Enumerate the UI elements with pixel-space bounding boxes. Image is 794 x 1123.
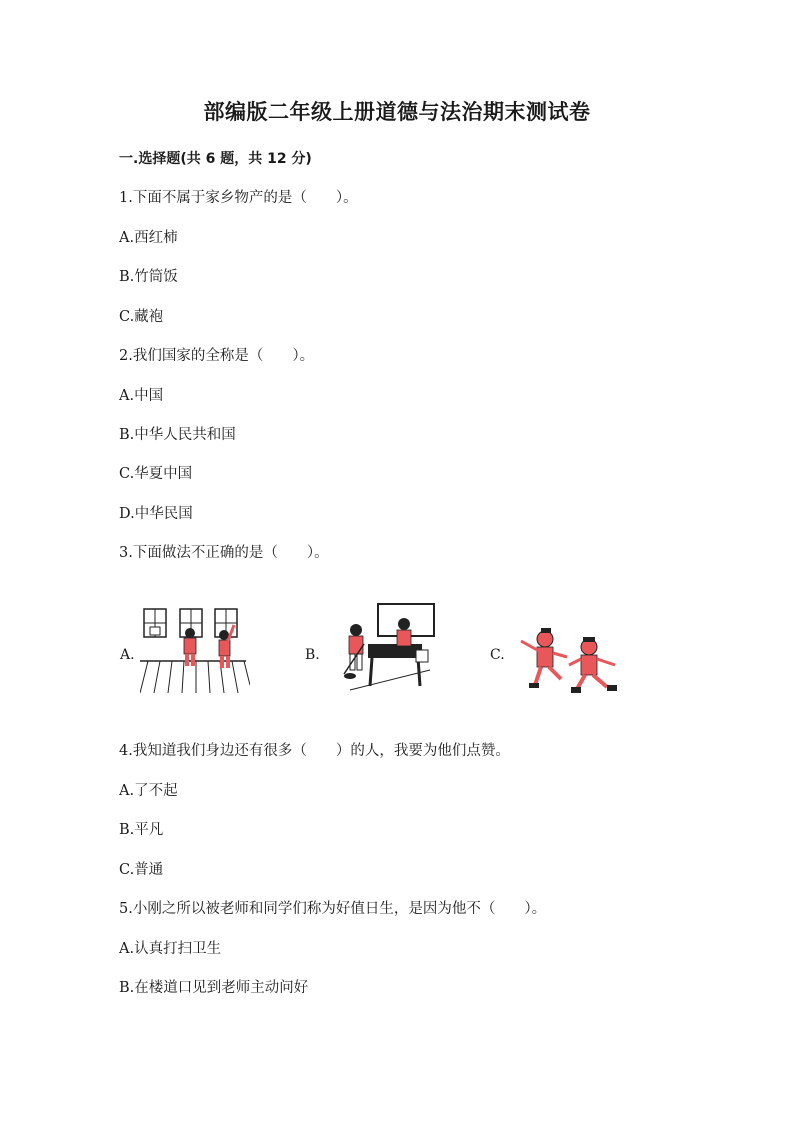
question-1-option-a: A.西红柿 bbox=[119, 230, 178, 246]
question-2-option-d: D.中华民国 bbox=[119, 506, 193, 522]
question-2-stem: 2.我们国家的全称是（ ）。 bbox=[119, 348, 315, 364]
question-3-stem: 3.下面做法不正确的是（ ）。 bbox=[119, 545, 329, 561]
question-5-option-a: A.认真打扫卫生 bbox=[119, 941, 222, 957]
question-1-option-b: B.竹筒饭 bbox=[119, 269, 178, 285]
question-1-stem: 1.下面不属于家乡物产的是（ ）。 bbox=[119, 190, 358, 206]
question-4-stem: 4.我知道我们身边还有很多（ ）的人，我要为他们点赞。 bbox=[119, 743, 510, 759]
question-5-option-b: B.在楼道口见到老师主动问好 bbox=[119, 980, 309, 996]
question-3-label-a: A. bbox=[120, 647, 135, 663]
question-2-option-b: B.中华人民共和国 bbox=[119, 427, 236, 443]
question-3-label-c: C. bbox=[490, 647, 505, 663]
question-1-option-c: C.藏袍 bbox=[119, 309, 164, 325]
page-title: 部编版二年级上册道德与法治期末测试卷 bbox=[203, 100, 591, 124]
windows-climbing-illustration bbox=[140, 605, 250, 695]
question-4-option-b: B.平凡 bbox=[119, 822, 164, 838]
question-3-label-b: B. bbox=[305, 647, 320, 663]
question-4-option-c: C.普通 bbox=[119, 862, 164, 878]
question-2-option-a: A.中国 bbox=[119, 388, 164, 404]
classroom-cleaning-illustration bbox=[330, 600, 440, 700]
children-fighting-illustration bbox=[515, 625, 625, 700]
section-heading: 一.选择题(共 6 题，共 12 分) bbox=[119, 151, 312, 167]
question-4-option-a: A.了不起 bbox=[119, 783, 178, 799]
question-2-option-c: C.华夏中国 bbox=[119, 466, 193, 482]
question-5-stem: 5.小刚之所以被老师和同学们称为好值日生，是因为他不（ ）。 bbox=[119, 901, 547, 917]
